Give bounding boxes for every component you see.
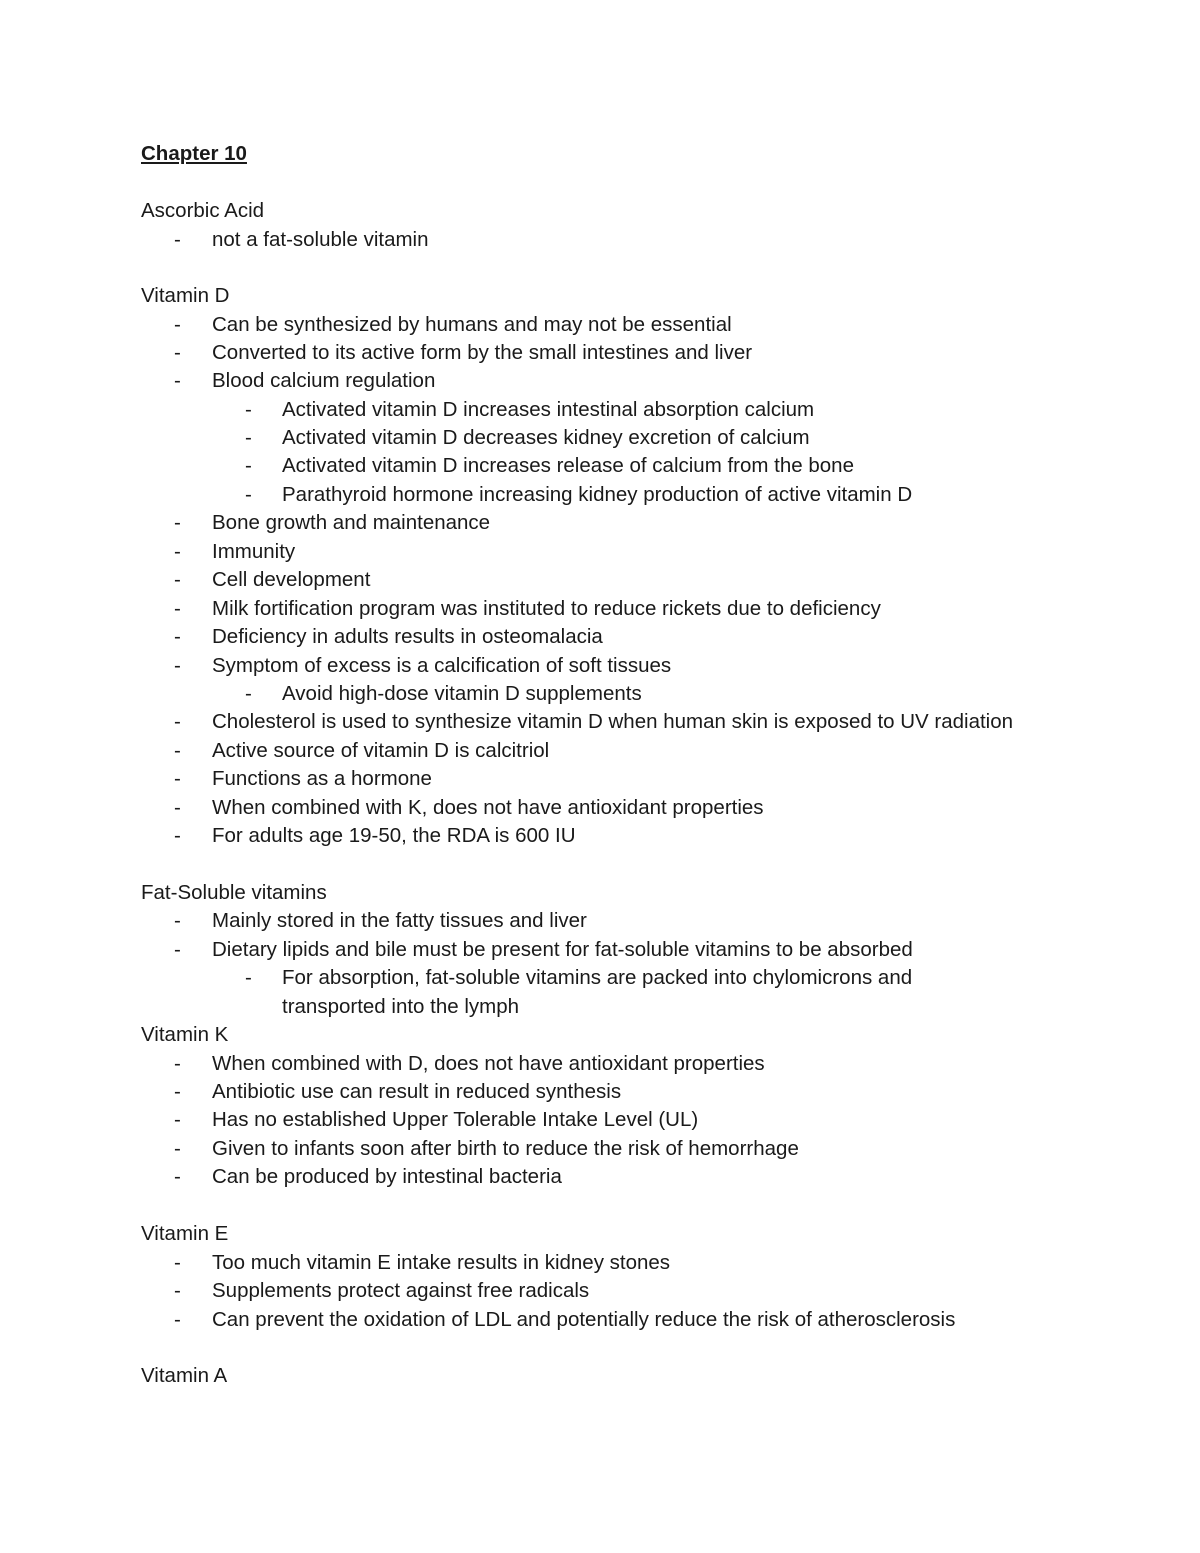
chapter-title: Chapter 10 — [141, 142, 247, 165]
section-heading-vitamin-d: Vitamin D — [141, 284, 230, 307]
section-heading-vitamin-a: Vitamin A — [141, 1364, 228, 1387]
section-heading-fat-soluble: Fat-Soluble vitamins — [141, 881, 327, 904]
section-heading-vitamin-e: Vitamin E — [141, 1222, 229, 1245]
section-heading-ascorbic-acid: Ascorbic Acid — [141, 199, 265, 222]
section-heading-vitamin-k: Vitamin K — [141, 1023, 229, 1046]
document-page: Chapter 10 Ascorbic Acid - not a fat-soluble vitamin Vitamin D - Can be synthesized by humans and may not be essential - Converted to its active form by the small intestines and liver - Blood calcium regulation - Activated vitamin D increases intestinal absorption calcium - Activated vitamin D decreases kidney excretion of calcium - Activated vitamin D increases release of calcium from the bone - Parathyroid hormone increasing kidney production of active vitamin D - Bone growth and maintenance - Immunity - Cell development - Milk fortification program was instituted to reduce rickets due to deficiency - Deficiency in adults results in osteomalacia - Symptom of excess is a calcification of soft tissues - Avoid high-dose vitamin D supplements - Cholesterol is used to synthesize vitamin D when human skin is exposed to UV radiation - Active source of vitamin D is calcitriol - Functions as a hormone - When combined with K, does not have antioxidant properties - For adults age 19-50, the RDA is 600 IU Fat-Soluble vitamins - Mainly stored in the fatty tissues and liver - Dietary lipids and bile must be present for fat-soluble vitamins to be absorbed - For absorption, fat-soluble vitamins are packed into chylomicrons and transported into the lymph Vitamin K - When combined with D, does not have antioxidant properties - Antibiotic use can result in reduced synthesis - Has no established Upper Tolerable Intake Level (UL) - Given to infants soon after birth to reduce the risk of hemorrhage - Can be produced by intestinal bacteria Vitamin E - Too much vitamin E intake results in kidney stones - Supplements protect against free radicals - Can prevent the oxidation of LDL and potentially reduce the risk of atherosclerosis Vitamin A — [0, 0, 1200, 1553]
